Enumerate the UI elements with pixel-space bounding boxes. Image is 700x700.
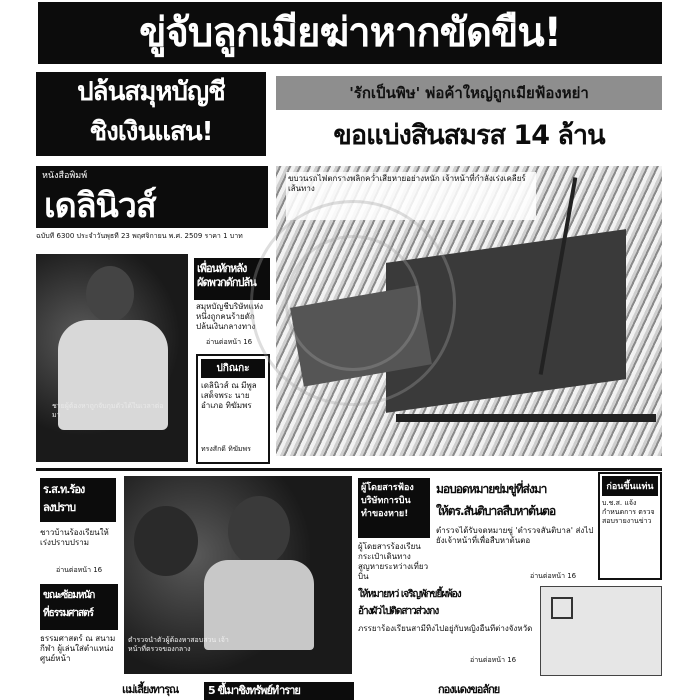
story3-title-line1: ให้หมายหว่ เจริญพักขยี้ผพ้อง: [358, 589, 461, 600]
box2-title-line2: บริษัทการบิน: [361, 496, 411, 506]
paper-nameplate: [36, 166, 268, 228]
story1-cont: อ่านต่อหน้า 16: [206, 338, 253, 346]
portrait-head: [86, 266, 134, 322]
lead-cont: อ่านต่อหน้า 16: [530, 572, 577, 580]
section-divider: [36, 468, 662, 471]
col1-title-b-line2: ที่ธรรมศาสตร์: [43, 608, 93, 619]
footer-headline-1: แม่เลี้ยงทารุณ: [122, 683, 179, 696]
photo-caption-left: ชายผู้ต้องหาถูกจับกุมตัวได้ในเวลาต่อมา: [52, 402, 164, 419]
col1-title-line1: ร.ส.ท.ร้อง: [43, 483, 85, 496]
document-mark: [551, 597, 573, 619]
person-left: [134, 506, 198, 576]
paper-small-label: หนังสือพิมพ์: [42, 171, 88, 181]
box2-body: ผู้โดยสารร้องเรียนกระเป๋าเดินทางสูญหายระหว่างเที่ยวบิน: [358, 542, 429, 581]
col1-title-b-line1: ขณะซ้อมหนัก: [43, 590, 95, 601]
banner-headline: ขู่จับลูกเมียฆ่าหากขัดขืน!: [38, 2, 662, 64]
boxed-story-body: เดลินิวส์ ณ มีพูล เสด็จพระ นายอำเภอ ทิฆัมพร: [201, 381, 257, 410]
lead-title-line1: มอบอดหมายข่มขู่ที่ส่งมา: [436, 482, 547, 496]
story3-body: ภรรยาร้องเรียนสามีทิ้งไปอยู่กับหญิงอื่นที่ต่างจังหวัด: [358, 624, 533, 633]
boxed-story-footer: ทรงสักดิ์ ทิฆัมพร: [201, 445, 251, 453]
story3-cont: อ่านต่อหน้า 16: [470, 656, 517, 664]
mid-photo-caption: ตำรวจนำตัวผู้ต้องหาสอบสวน เจ้าหน้าที่ตรวจของกลาง: [128, 636, 229, 653]
story1-body: สมุหบัญชีบริษัทแห่งหนึ่งถูกคนร้ายดักปล้นเงินกลางทาง: [196, 302, 264, 331]
side-box-body: บ.ช.ส. แจ้งกำหนดการ ตรวจสอบรายงานข่าว: [602, 499, 655, 525]
left-headline-line2: ชิงเงินแสน!: [89, 117, 213, 147]
col1-body-b: ธรรมศาสตร์ ณ สนามกีฬา ผู้เล่นใส่ตำแหน่งศูนย์หน้า: [40, 634, 116, 663]
right-headline: ขอแบ่งสินสมรส 14 ล้าน: [333, 120, 605, 151]
photo-caption-top: ขบวนรถไฟตกรางพลิกคว่ำเสียหายอย่างหนัก เจ้าหน้าที่กำลังเร่งเคลียร์เส้นทาง: [286, 172, 536, 220]
boxed-story-title: ปกิณกะ: [201, 359, 265, 378]
paper-name: เดลินิวส์: [44, 186, 156, 226]
box2-title-line3: ทำของหาย!: [361, 509, 409, 519]
lead-title-line2: ให้ตร.สันติบาลสืบหาต้นตอ: [436, 504, 556, 518]
story1-title-line2: ผัดพวกดักปล้น: [197, 276, 256, 289]
lead-title: [436, 478, 594, 524]
boxed-story: [196, 354, 270, 464]
story3-title-line2: อ้างผัวไปติดสาวส่วงกง: [358, 606, 439, 617]
rail-track: [396, 414, 656, 422]
footer-headline-3: กองแดงขอลักย: [438, 683, 500, 696]
side-box: [598, 472, 662, 580]
person-center: [228, 496, 290, 566]
document-photo: [540, 586, 662, 676]
box2-title: [358, 478, 430, 538]
watermark-seal-inner: [285, 235, 421, 371]
footer-headline-2: 5 ขึ้เมาชิงทรัพย์ทำราย: [204, 682, 354, 700]
left-headline-line1: ปล้นสมุหบัญชี: [77, 77, 225, 107]
lead-body: ตำรวจได้รับจดหมายขู่ 'ตำรวจสันติบาล' ส่งไปยังเจ้าหน้าที่เพื่อสืบหาต้นตอ: [436, 526, 594, 545]
col1-title-line2: ลงปราบ: [43, 501, 76, 514]
side-box-title: ก่อนขึ้นแท่น: [602, 476, 658, 496]
story1-title-line1: เพื่อนหักหลัง: [197, 262, 247, 275]
col1-body: ชาวบ้านร้องเรียนให้เร่งปราบปราม: [40, 528, 109, 547]
col1-cont: อ่านต่อหน้า 16: [56, 566, 103, 574]
col1-title: [40, 478, 116, 522]
left-headline-block: [36, 72, 266, 156]
col1-title-b: [40, 584, 118, 630]
box2-title-line1: ผู้โดยสารฟ้อง: [361, 483, 414, 493]
issue-line: ฉบับที่ 6300 ประจำวันพุธที่ 23 พฤศจิกายน พ.ศ. 2509 ราคา 1 บาท: [36, 232, 243, 240]
right-kicker: 'รักเป็นพิษ' พ่อค้าใหญ่ถูกเมียฟ้องหย่า: [276, 76, 662, 110]
story3-title: [358, 586, 534, 622]
